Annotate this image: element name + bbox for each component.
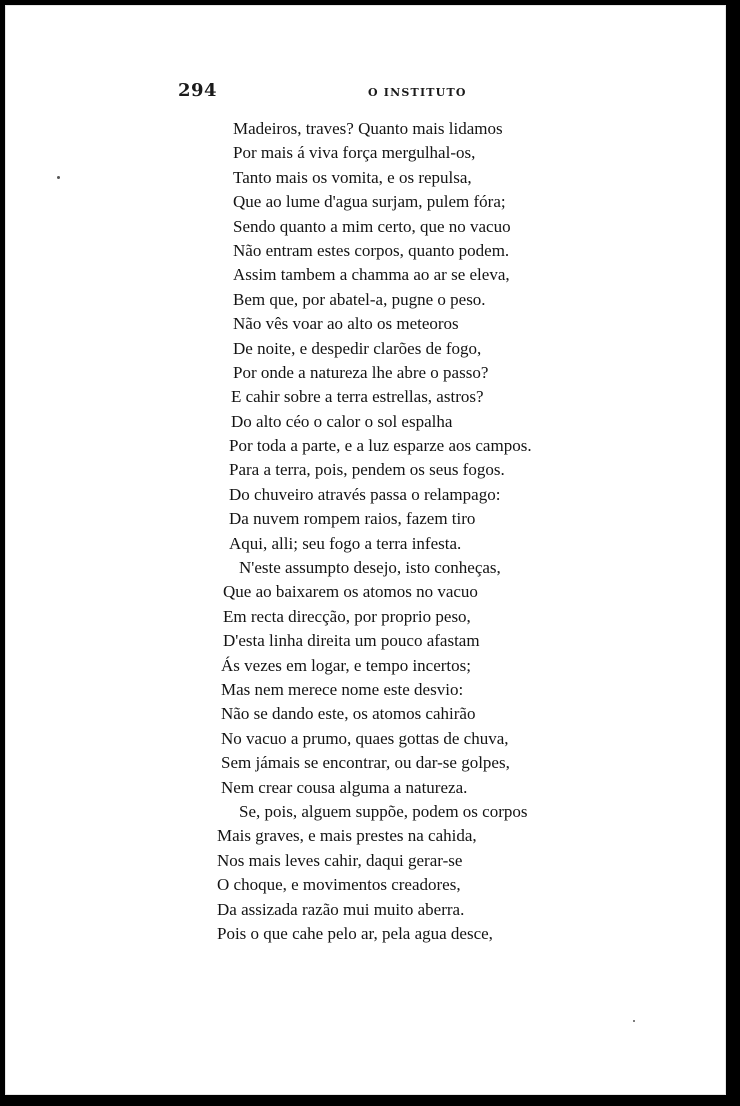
- poem-line: Ás vezes em logar, e tempo incertos;: [221, 655, 471, 675]
- poem-line: Sendo quanto a mim certo, que no vacuo: [233, 216, 511, 236]
- poem-line: Aqui, alli; seu fogo a terra infesta.: [229, 533, 462, 553]
- poem-line: No vacuo a prumo, quaes gottas de chuva,: [221, 728, 509, 748]
- poem-text: [217, 117, 617, 946]
- poem-stanza-start-line: N'este assumpto desejo, isto conheças,: [239, 558, 501, 578]
- paper-speck: [57, 176, 60, 179]
- poem-line: De noite, e despedir clarões de fogo,: [233, 338, 482, 358]
- poem-line: Do alto céo o calor o sol espalha: [231, 411, 453, 431]
- page-header: [178, 78, 638, 104]
- running-title: O INSTITUTO: [368, 86, 467, 99]
- poem-line: Sem jámais se encontrar, ou dar-se golpes,: [221, 753, 510, 773]
- poem-line: Bem que, por abatel-a, pugne o peso.: [233, 289, 486, 309]
- poem-line: Para a terra, pois, pendem os seus fogos.: [229, 460, 505, 480]
- poem-line: Madeiros, traves? Quanto mais lidamos: [233, 119, 503, 138]
- poem-line: Por onde a natureza lhe abre o passo?: [233, 362, 489, 382]
- poem-line: Não vês voar ao alto os meteoros: [233, 314, 459, 334]
- poem-line: E cahir sobre a terra estrellas, astros?: [231, 387, 484, 407]
- poem-line: Mas nem merece nome este desvio:: [221, 679, 464, 699]
- poem-line: Não se dando este, os atomos cahirão: [221, 704, 476, 724]
- poem-line: Não entram estes corpos, quanto podem.: [233, 240, 510, 260]
- poem-line: Da nuvem rompem raios, fazem tiro: [229, 509, 476, 529]
- poem-line: O choque, e movimentos creadores,: [217, 875, 461, 895]
- poem-line: Do chuveiro através passa o relampago:: [229, 484, 501, 504]
- paper-speck: [633, 1020, 635, 1022]
- poem-line: Que ao baixarem os atomos no vacuo: [223, 582, 478, 602]
- poem-line: Pois o que cahe pelo ar, pela agua desce,: [217, 923, 493, 943]
- poem-stanza-start-line: Se, pois, alguem suppõe, podem os corpos: [239, 801, 528, 821]
- poem-line: Mais graves, e mais prestes na cahida,: [217, 826, 477, 846]
- poem-line: Em recta direcção, por proprio peso,: [223, 606, 471, 626]
- poem-line: Tanto mais os vomita, e os repulsa,: [233, 167, 472, 187]
- poem-line: Por toda a parte, e a luz esparze aos campos.: [229, 436, 532, 456]
- poem-line: Nem crear cousa alguma a natureza.: [221, 777, 468, 797]
- poem-line: Que ao lume d'agua surjam, pulem fóra;: [233, 192, 506, 212]
- book-page: [5, 5, 726, 1095]
- poem-line: Da assizada razão mui muito aberra.: [217, 899, 465, 919]
- page-number: 294: [178, 80, 218, 101]
- poem-line: D'esta linha direita um pouco afastam: [223, 631, 480, 651]
- poem-line: Por mais á viva força mergulhal-os,: [233, 143, 476, 163]
- poem-line: Nos mais leves cahir, daqui gerar-se: [217, 850, 463, 870]
- poem-line: Assim tambem a chamma ao ar se eleva,: [233, 265, 510, 285]
